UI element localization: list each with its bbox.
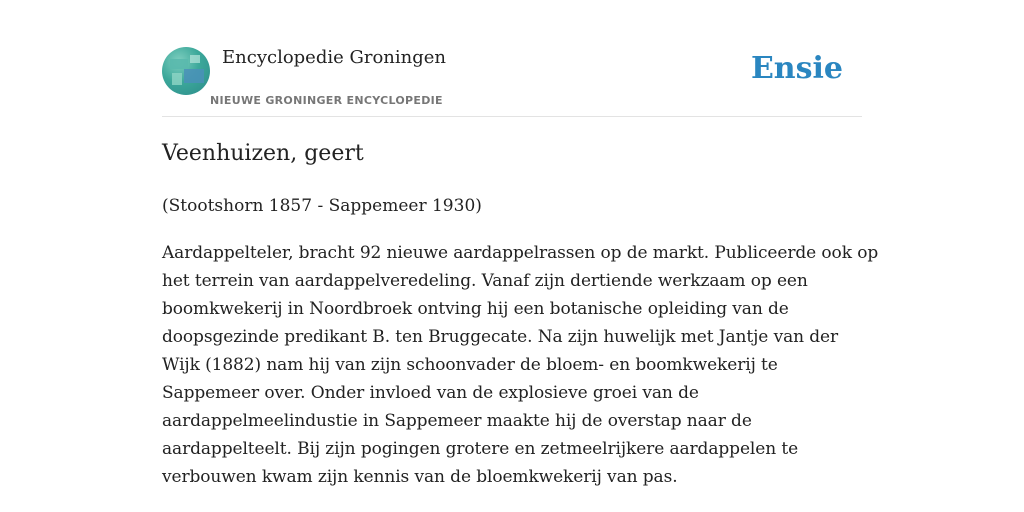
article-body-line: boomkwekerij in Noordbroek ontving hij een botanische opleiding van de: [162, 299, 789, 319]
logo-shape: [184, 69, 204, 83]
article-lifespan: (Stootshorn 1857 - Sappemeer 1930): [162, 196, 482, 216]
article-body-line: verbouwen kwam zijn kennis van de bloemkwekerij van pas.: [162, 467, 678, 487]
site-header: [162, 0, 862, 117]
article-body-line: doopsgezinde predikant B. ten Bruggecate. Na zijn huwelijk met Jantje van der: [162, 327, 839, 347]
article-body-line: het terrein van aardappelveredeling. Vanaf zijn dertiende werkzaam op een: [162, 271, 808, 291]
site-title-link[interactable]: Encyclopedie Groningen: [222, 47, 447, 68]
article-body-line: Sappemeer over. Onder invloed van de explosieve groei van de: [162, 383, 699, 403]
article-body: [162, 239, 879, 491]
site-subtitle: NIEUWE GRONINGER ENCYCLOPEDIE: [210, 94, 443, 107]
logo-shape: [170, 59, 188, 69]
page-title: Veenhuizen, geert: [162, 141, 364, 166]
article-body-line: Aardappelteler, bracht 92 nieuwe aardappelrassen op de markt. Publiceerde ook op: [162, 243, 879, 263]
encyclopedia-logo-icon[interactable]: [162, 47, 210, 95]
ensie-brand-link[interactable]: Ensie: [750, 51, 843, 86]
logo-shape: [190, 55, 200, 63]
logo-shape: [172, 73, 182, 85]
article-body-line: Wijk (1882) nam hij van zijn schoonvader de bloem- en boomkwekerij te: [162, 355, 778, 375]
article-body-line: aardappelteelt. Bij zijn pogingen grotere en zetmeelrijkere aardappelen te: [162, 439, 799, 459]
article-body-line: aardappelmeelindustie in Sappemeer maakte hij de overstap naar de: [162, 411, 752, 431]
